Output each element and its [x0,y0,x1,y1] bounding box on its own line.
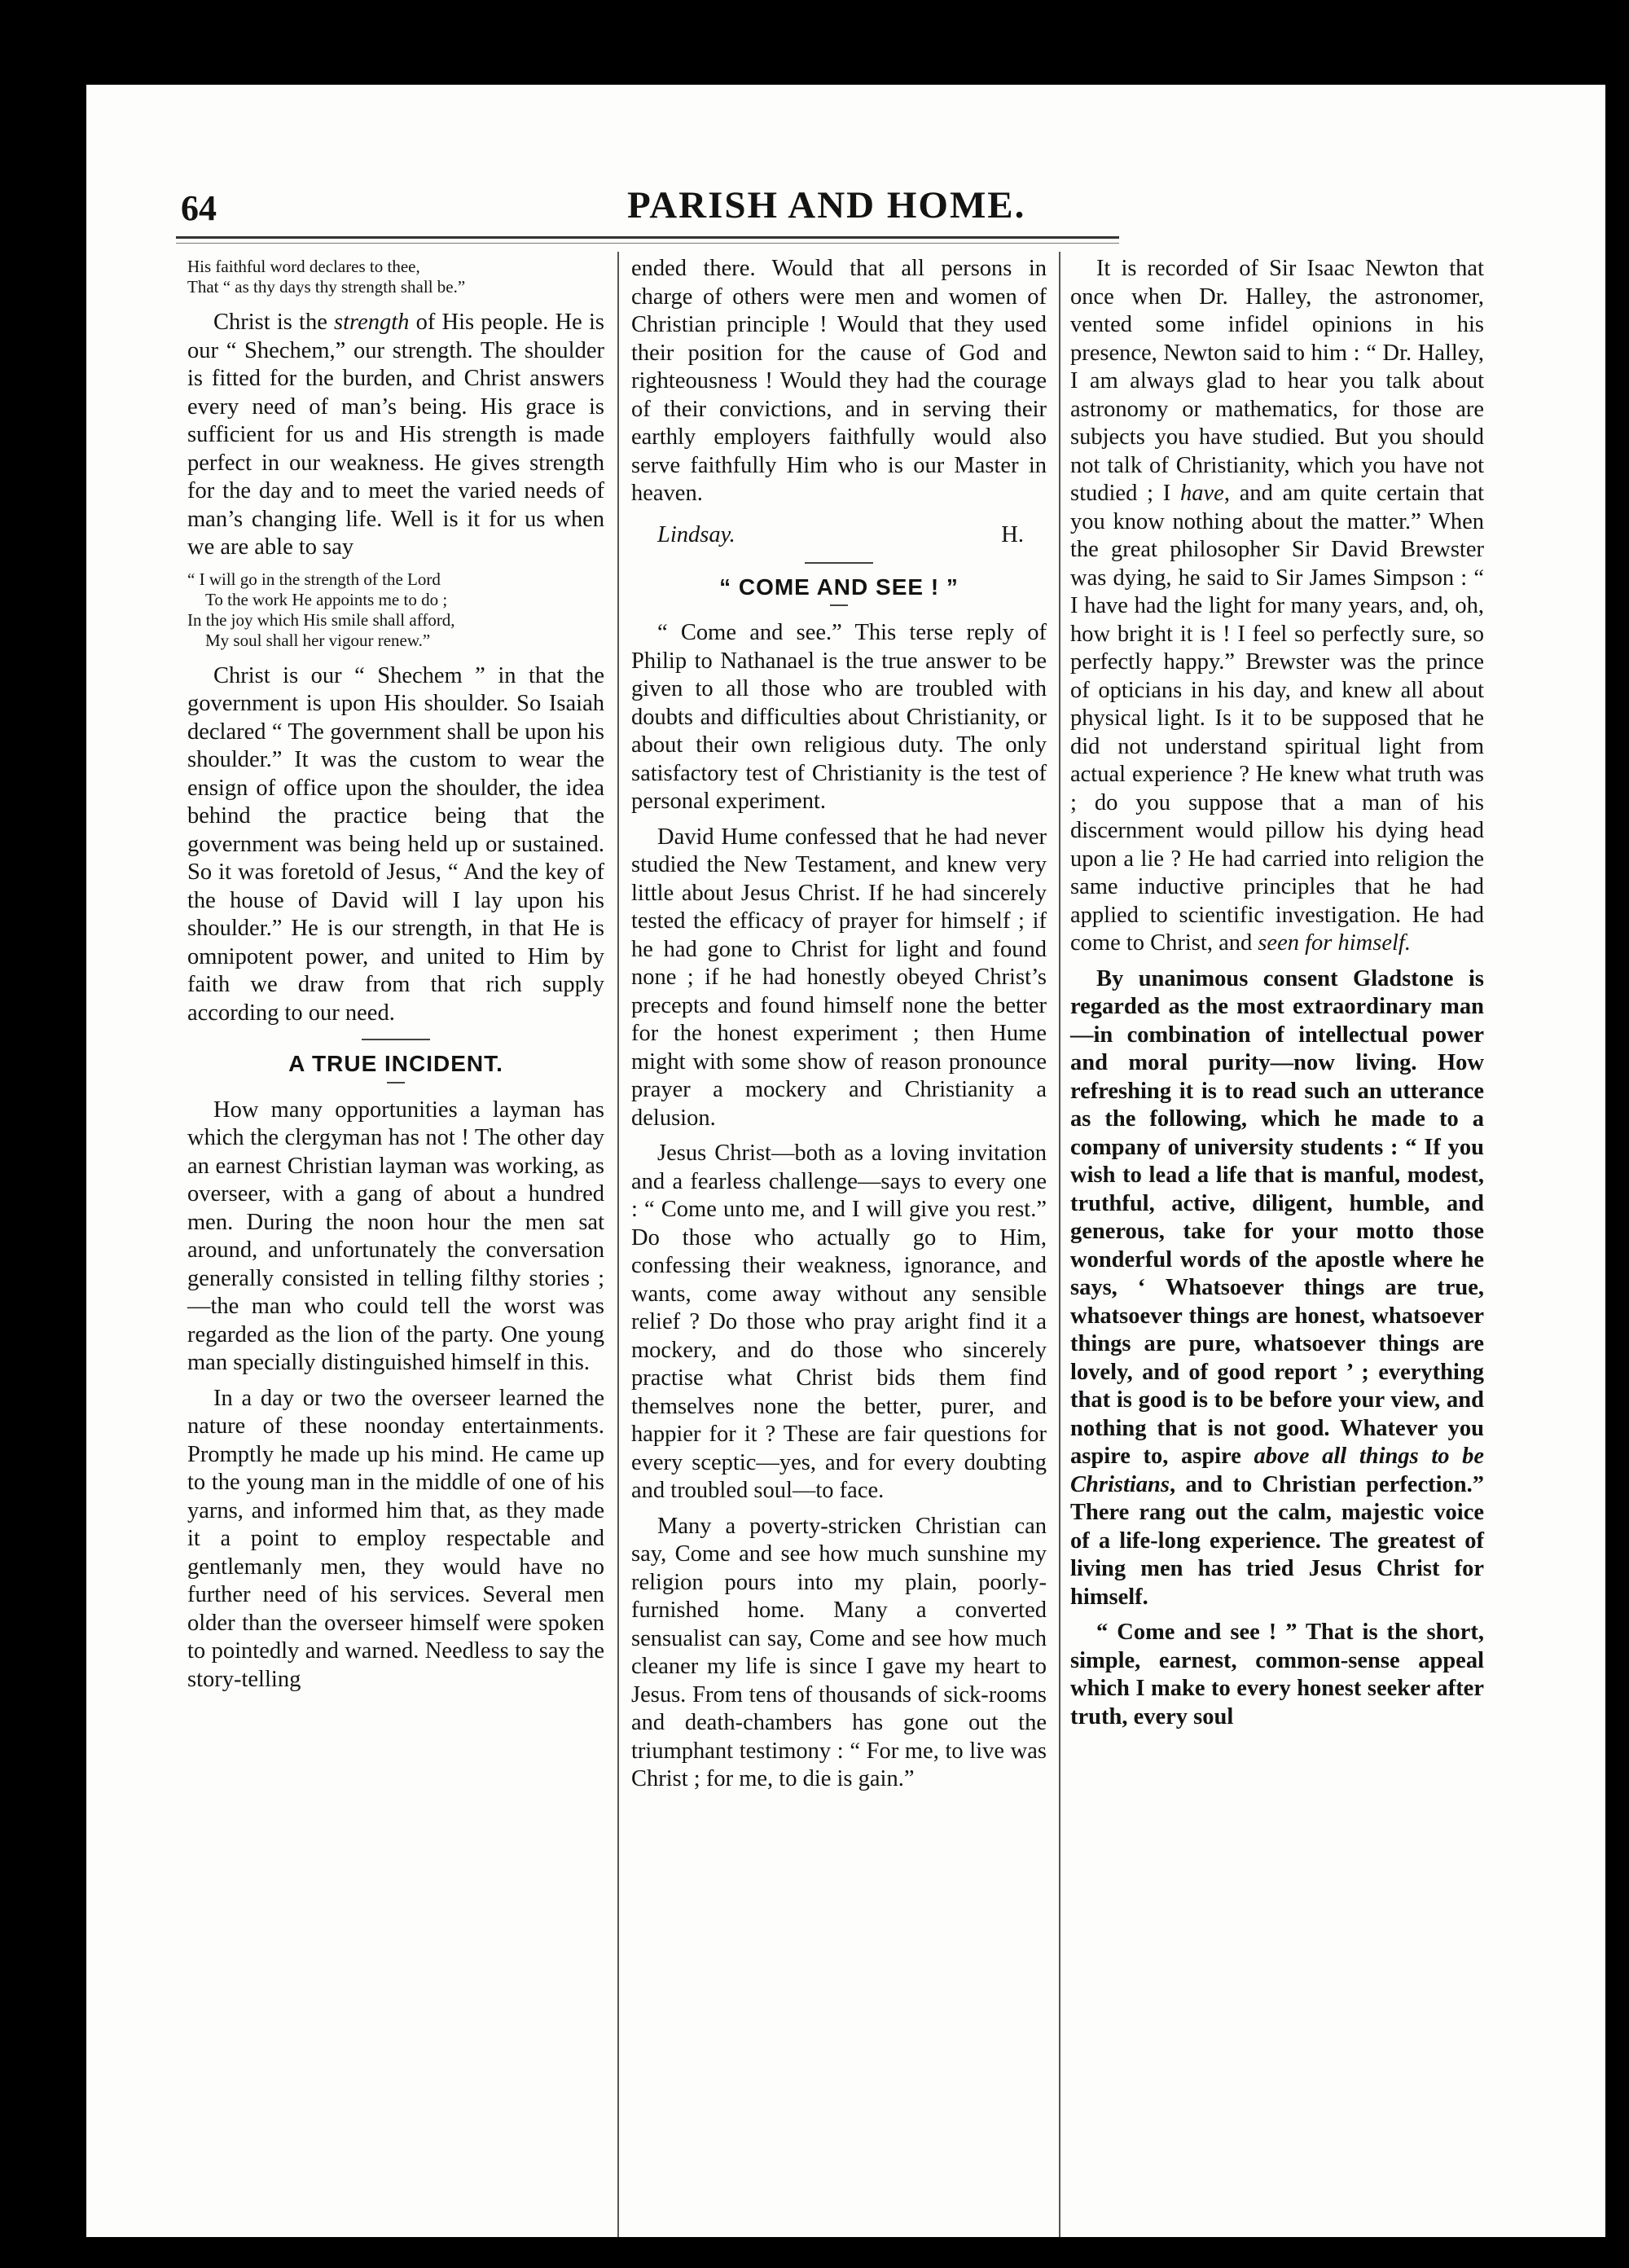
italic-phrase: seen for himself. [1258,930,1411,956]
column-right [1070,255,1484,1738]
header-rule [176,236,1119,244]
section-separator [362,1039,430,1040]
paragraph: In a day or two the overseer learned the nature of these noonday entertainments. Promptly he made up his mind. He came up to the young man in the middle of one of his yarns, and informed him that, as they made it a point to employ respectable and gentlemanly men, they would have no further need of his services. Several men older than the overseer himself were spoken to pointedly and warned. Needless to say the story-telling [187,1385,604,1692]
verse-line: That “ as thy days thy strength shall be.” [187,277,466,297]
verse-quote [187,257,604,297]
italic-word: have [1180,481,1224,506]
italic-phrase: above all things to be Christians [1070,1444,1484,1497]
paragraph: It is recorded of Sir Isaac Newton that once when Dr. Halley, the astronomer, vented some infidel opinions in his presence, Newton said to him : “ Dr. Halley, I am always glad to hear you talk about astronomy or mathematics, for those are subjects you have studied. But you should not talk of Christianity, which you have not studied ; I have, and am quite certain that you know nothing about the matter.” When the great philosopher Sir David Brewster was dying, he said to Sir James Simpson : “ I have had the light for many years, and, oh, how bright it is ! I feel so perfectly sure, so perfectly happy.” Brewster was the prince of opticians in his day, and knew all about physical light. Is it to be supposed that he did not understand spiritual light from actual experience ? He knew what truth was ; do you suppose that a man of his discernment would pillow his dying head upon a lie ? He had carried into religion the same inductive principles that he had applied to scientific investigation. He had come to Christ, and seen for himself. [1070,256,1484,956]
journal-title: PARISH AND HOME. [627,184,1026,226]
column-middle [631,255,1047,1801]
column-left [187,255,604,1701]
hymn-quote [187,569,604,651]
page-header [86,85,1605,248]
paragraph: Jesus Christ—both as a loving invitation and a fearless challenge—says to every one : “ Come unto me, and I will give you rest.” Do those who actually go to Him, confessing their weakness, ignorance, and wants, come away without any sensible relief ? Do those who pray aright find it a mockery, and do those who sincerely practise what Christ bids them find themselves none the better, purer, and happier for it ? These are fair questions for every sceptic—yes, and for every doubting and troubled soul—to face. [631,1141,1047,1503]
paragraph: ended there. Would that all persons in charge of others were men and women of Christian principle ! Would that they used their position for the cause of God and righteousness ! Would they had the courage of their convictions, and in serving their earthly employers faithfully would also serve faithfully Him who is our Master in heaven. [631,256,1047,506]
page-number: 64 [181,188,217,228]
paragraph: How many opportunities a layman has which the clergyman has not ! The other day an earnest Christian layman was working, as overseer, with a gang of about a hundred men. During the noon hour the men sat around, and unfortunately the conversation generally consisted in telling filthy stories ;—the man who could tell the worst was regarded as the lion of the party. One young man specially distinguished himself in this. [187,1097,604,1375]
paragraph: Christ is our “ Shechem ” in that the government is upon His shoulder. So Isaiah declared “ The government shall be upon his shoulder.” It was the custom to wear the ensign of office upon the shoulder, the idea behind the practice being that the government was being held up or sustained. So it was foretold of Jesus, “ And the key of the house of David will I lay upon his shoulder.” He is our strength, in that He is omnipotent power, and united to Him by faith we draw from that rich supply according to our need. [187,662,604,1026]
column-divider [1059,252,1060,2237]
verse-line: To the work He appoints me to do ; [205,589,448,609]
verse-line: In the joy which His smile shall afford, [187,609,455,630]
paragraph: “ Come and see.” This terse reply of Philip to Nathanael is the true answer to be given to all those who are troubled with doubts and difficulties about Christianity, or about their own religious duty. The only satisfactory test of Christianity is the test of personal experiment. [631,620,1047,814]
paragraph: Christ is the strength of His people. He is our “ Shechem,” our strength. The shoulder is fitted for the burden, and Christ answers every need of man’s being. His grace is sufficient for us and His strength is made perfect in our weakness. He gives strength for the day and to meet the varied needs of man’s changing life. Well is it for us when we are able to say [187,310,604,560]
article-heading: A TRUE INCIDENT. [288,1051,503,1076]
paragraph: “ Come and see ! ” That is the short, simple, earnest, common-sense appeal which I make to every honest seeker after truth, every soul [1070,1620,1484,1730]
italic-phrase: strength [334,310,410,335]
signature-initial: H. [1001,521,1024,547]
heading-dash [830,604,848,606]
paragraph: By unanimous consent Gladstone is regarded as the most extraordinary man—in combination of intellectual power and moral purity—now living. How refreshing it is to read such an utterance as the following, which he made to a company of university students : “ If you wish to lead a life that is manful, modest, truthful, active, diligent, humble, and generous, take for your motto those wonderful words of the apostle where he says, ‘ Whatsoever things are true, whatsoever things are honest, whatsoever things are pure, whatsoever things are lovely, and of good report ’ ; everything that is good is to be before your view, and nothing that is not good. Whatever you aspire to, aspire above all things to be Christians, and to Christian perfection.” There rang out the calm, majestic voice of a life-long experience. The greatest of living men has tried Jesus Christ for himself. [1070,965,1484,1610]
heading-dash [387,1082,405,1083]
signature-place: Lindsay. [657,521,735,547]
verse-line: His faithful word declares to thee, [187,257,420,276]
paragraph: David Hume confessed that he had never studied the New Testament, and knew very little about Jesus Christ. If he had sincerely tested the efficacy of prayer for himself ; if he had gone to Christ for light and found none ; if he had honestly obeyed Christ’s precepts and found himself none the better for the honest experiment ; then Hume might with some show of reason pronounce prayer a mockery and Christianity a delusion. [631,824,1047,1131]
scanned-page [86,85,1605,2237]
signature-line [631,521,1047,551]
section-separator [805,562,873,564]
verse-line: My soul shall her vigour renew.” [205,630,431,650]
article-heading: “ COME AND SEE ! ” [719,574,959,600]
paragraph: Many a poverty-stricken Christian can say, Come and see how much sunshine my religion pours into my plain, poorly-furnished home. Many a converted sensualist can say, Come and see how much cleaner my life is since I gave my heart to Jesus. From tens of thousands of sick-rooms and death-chambers has gone out the triumphant testimony : “ For me, to live was Christ ; for me, to die is gain.” [631,1513,1047,1791]
column-divider [617,252,619,2237]
verse-line: “ I will go in the strength of the Lord [187,569,441,589]
